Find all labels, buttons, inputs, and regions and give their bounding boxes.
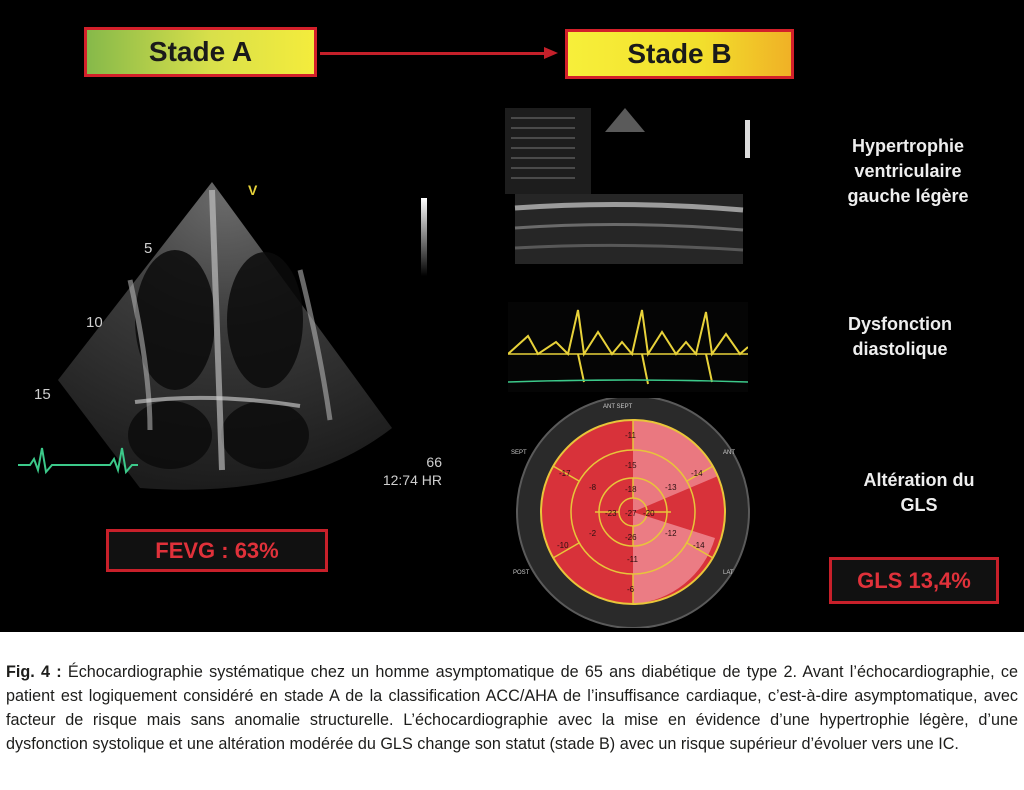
fevg-value-box: FEVG : 63% [106,529,328,572]
segment-value: -23 [605,509,617,518]
segment-value: -10 [557,541,569,550]
depth-scale-15: 15 [34,386,51,403]
stage-b-box: Stade B [565,29,794,79]
segment-value: -6 [627,585,635,594]
progression-arrow-head [544,47,558,59]
grayscale-bar [421,198,427,276]
hr-value: 66 [426,454,442,470]
bullseye-map [505,398,761,628]
label-hypertrophie: Hypertrophie ventriculaire gauche légère [847,136,969,206]
caption-label: Fig. 4 : [6,663,62,681]
label-gls-alteration: Altération du GLS [863,470,975,515]
depth-scale-10: 10 [86,314,103,331]
ring-label-ant-sept: ANT SEPT [603,404,633,410]
caption-text: Échocardiographie systématique chez un homme asymptomatique de 65 ans diabétique de type 2. Avant l’échocardiographie, ce patient est logiquement considéré en stade A de la classification ACC/AHA de l’insuffisance cardiaque, c’est-à-dire asymptomatique, avec facteur de risque mais sans anomalie structurelle. L’échocardiographie avec la mise en évidence d’une hypertrophie légère, d’une dysfonction systolique et une altération modérée du GLS change son statut (stade B) avec un risque supérieur d’évoluer vers une IC. [6,663,1018,753]
segment-value: -18 [625,485,637,494]
depth-scale-5: 5 [144,240,153,257]
segment-value: -12 [665,529,677,538]
figure-caption [6,660,1018,756]
gls-value-box: GLS 13,4% [829,557,999,604]
segment-value: -8 [589,483,597,492]
segment-value: -11 [625,431,636,440]
segment-value: -14 [693,541,705,550]
ring-label-sept: SEPT [511,450,527,456]
segment-value: -13 [665,483,677,492]
doppler-panel [508,302,748,392]
segment-value: -27 [625,509,637,518]
ring-label-post: POST [513,570,530,576]
ring-label-ant: ANT [723,450,735,456]
stage-a-box: Stade A [84,27,317,77]
segment-value: -11 [627,555,638,564]
progression-arrow [320,52,548,55]
ring-label-lat: LAT [723,570,734,576]
segment-value: -15 [625,461,637,470]
segment-value: -26 [625,533,637,542]
echo-marker-label: V [248,182,258,198]
hr-label: 12:74 HR [382,472,442,488]
m-mode-panel [505,108,755,268]
segment-value: -17 [559,469,571,478]
label-dysfonction: Dysfonction diastolique [847,314,952,359]
segment-value: -2 [589,529,597,538]
segment-value: -20 [643,509,655,518]
segment-value: -14 [691,469,703,478]
